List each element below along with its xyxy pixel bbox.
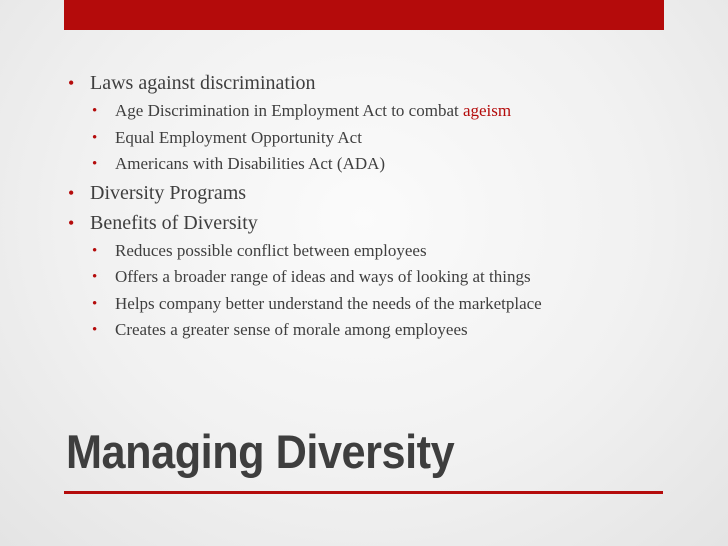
bullet-text: Creates a greater sense of morale among employees bbox=[115, 320, 468, 339]
highlight-term: ageism bbox=[462, 101, 512, 120]
sub-bullet-marketplace bbox=[68, 291, 668, 318]
bullet-icon: • bbox=[92, 269, 98, 285]
sub-bullet-eeo-act bbox=[68, 125, 668, 152]
top-accent-bar bbox=[64, 0, 664, 30]
sub-bullet-morale bbox=[68, 317, 668, 344]
bullet-text: Americans with Disabilities Act (ADA) bbox=[115, 154, 386, 173]
bullet-list bbox=[68, 68, 668, 344]
bullet-text: Offers a broader range of ideas and ways of looking at things bbox=[115, 267, 531, 286]
sub-bullet-age-act bbox=[68, 98, 668, 125]
bullet-icon: • bbox=[68, 182, 75, 203]
bullet-icon: • bbox=[68, 73, 75, 93]
bullet-text: Helps company better understand the needs of the marketplace bbox=[115, 293, 542, 313]
sub-bullet-conflict bbox=[68, 238, 668, 265]
bullet-icon: • bbox=[92, 322, 98, 338]
bullet-item-laws bbox=[68, 68, 668, 98]
slide-title: Managing Diversity bbox=[66, 425, 455, 478]
bullet-text: Laws against discrimination bbox=[90, 72, 316, 94]
bullet-icon: • bbox=[68, 212, 75, 233]
bullet-text: Reduces possible conflict between employees bbox=[115, 240, 427, 260]
bullet-text: Benefits of Diversity bbox=[90, 211, 258, 234]
title-underline bbox=[64, 491, 663, 494]
bullet-icon: • bbox=[92, 103, 98, 119]
bullet-item-programs bbox=[68, 178, 668, 208]
bullet-icon: • bbox=[92, 129, 98, 146]
bullet-text: Diversity Programs bbox=[90, 181, 247, 204]
bullet-icon: • bbox=[92, 242, 98, 259]
sub-bullet-ideas bbox=[68, 264, 668, 291]
bullet-icon: • bbox=[92, 156, 98, 172]
bullet-icon: • bbox=[92, 295, 98, 312]
bullet-text: Age Discrimination in Employment Act to combat bbox=[115, 101, 463, 120]
bullet-text: Equal Employment Opportunity Act bbox=[115, 127, 362, 147]
bullet-item-benefits bbox=[68, 208, 668, 238]
sub-bullet-ada bbox=[68, 151, 668, 178]
